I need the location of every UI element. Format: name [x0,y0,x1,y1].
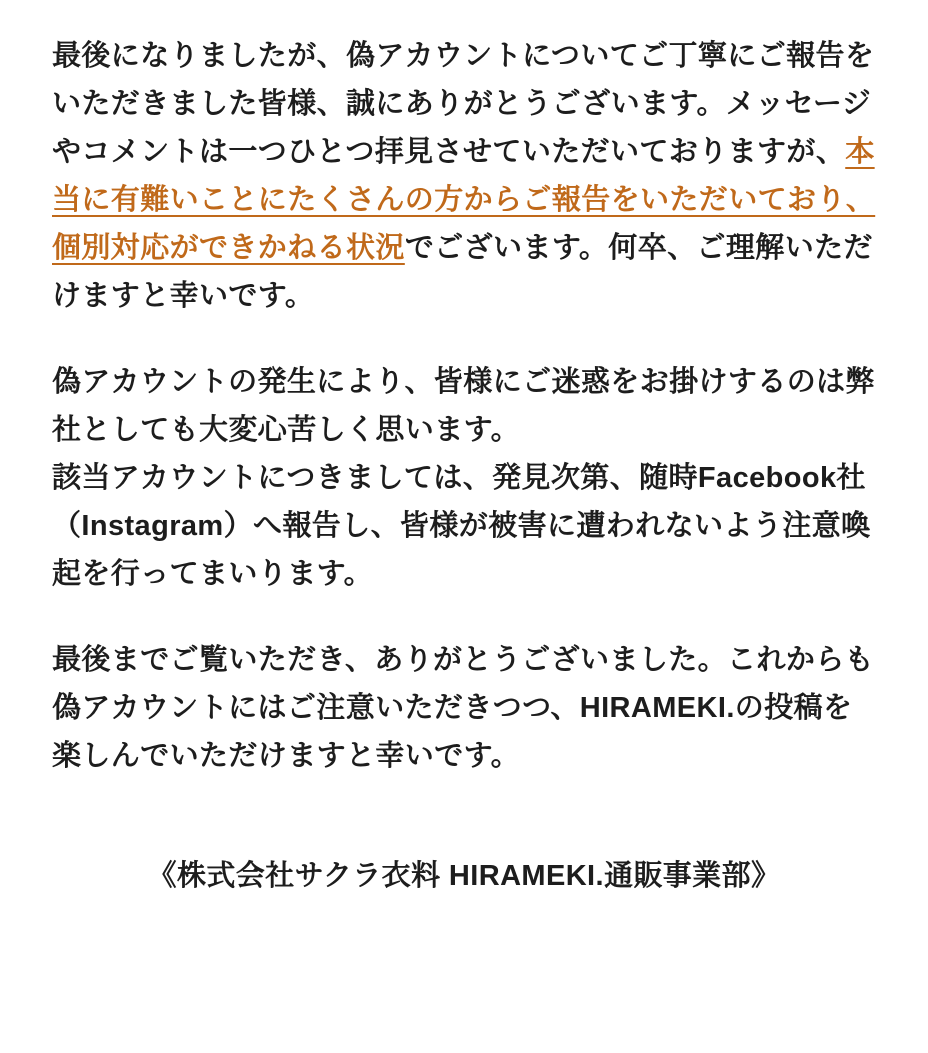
thanks-text-tail: でございます。何卒、ご理解いただけますと幸いです。 [52,232,873,312]
paragraph-thanks [52,32,876,320]
notice-body [52,32,876,900]
paragraph-closing: 最後までご覧いただき、ありがとうございました。これからも偽アカウントにはご注意いただきつつ、HIRAMEKI.の投稿を楽しんでいただけますと幸いです。 [52,644,875,772]
thanks-text-lead: 最後になりましたが、偽アカウントについてご丁寧にご報告をいただきました皆様、誠にありがとうございます。メッセージやコメントは一つひとつ拝見させていただいておりますが、 [52,40,875,168]
paragraph-countermeasures [52,358,876,598]
emphasis-overwhelmed-reports: 本当に有難いことにたくさんの方からご報告をいただいており、個別対応ができかねる状況 [52,136,876,264]
countermeasures-line-apology: 偽アカウントの発生により、皆様にご迷惑をお掛けするのは弊社としても大変心苦しく思います。 [52,366,875,446]
countermeasures-line-reporting: 該当アカウントにつきましては、発見次第、随時Facebook社（Instagram）へ報告し、皆様が被害に遭われないよう注意喚起を行ってまいります。 [52,462,871,590]
signature: 《株式会社サクラ衣料 HIRAMEKI.通販事業部》 [147,860,781,892]
